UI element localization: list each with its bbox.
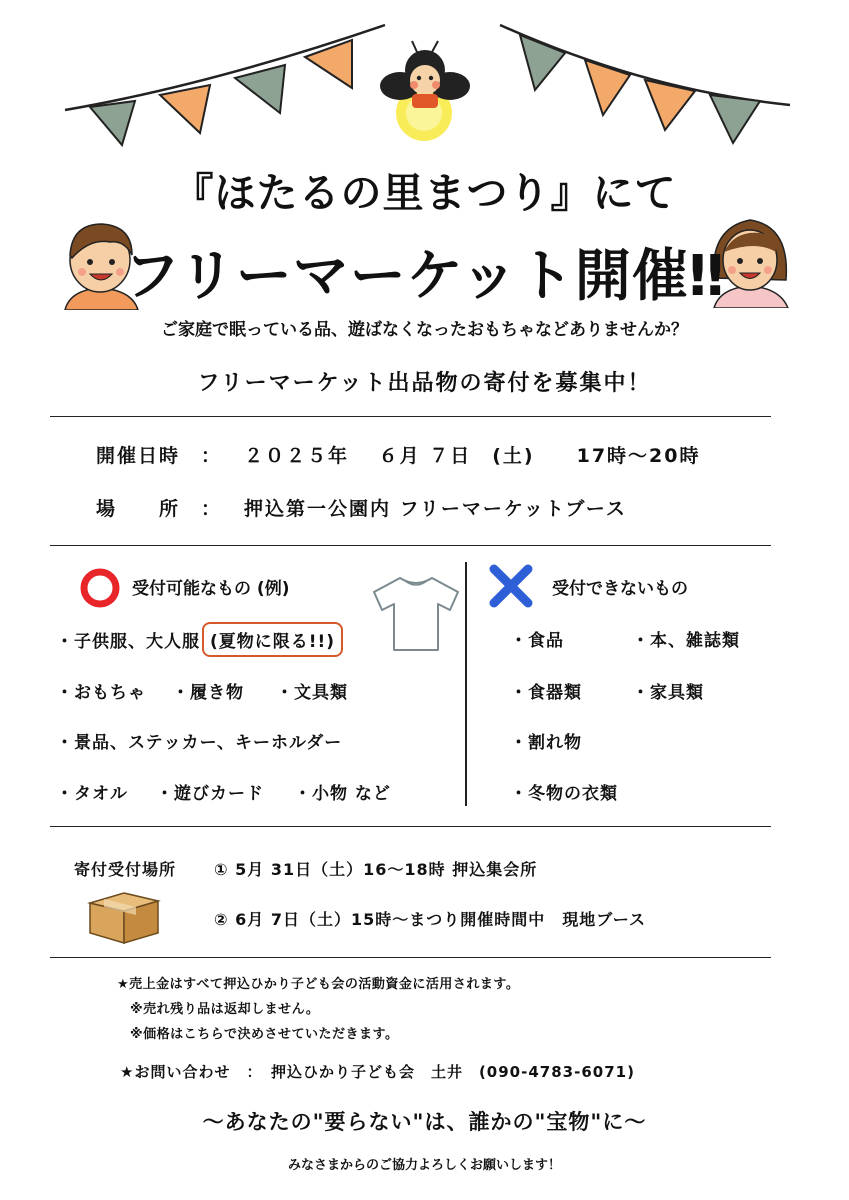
title-line-2: フリーマーケット開催‼ (123, 244, 726, 309)
divider (50, 826, 771, 827)
cross-ng-icon (488, 563, 534, 609)
circle-ok-icon (78, 566, 122, 610)
tshirt-icon (370, 572, 462, 654)
place-label: 場 所 ： (96, 498, 223, 520)
rejected-item: ・食品 (510, 631, 564, 651)
date-label: 開催日時 ： (96, 445, 223, 467)
accepted-item: ・文具類 (276, 683, 348, 703)
accepted-row-clothes (56, 622, 343, 657)
intro-text: ご家庭で眠っている品、遊ばなくなったおもちゃなどありませんか？ (161, 320, 688, 340)
divider (50, 545, 771, 546)
thanks-message: みなさまからのご協力よろしくお願いします！ (287, 1158, 561, 1173)
rejected-item: ・本、雑誌類 (632, 631, 740, 651)
accepted-item-clothes: ・子供服、大人服 (56, 632, 200, 652)
divider (50, 416, 771, 417)
donation-slot-1: ① 5月 31日（土）16～18時 押込集会所 (214, 860, 538, 879)
closing-slogan: ～あなたの"要らない"は、誰かの"宝物"に～ (202, 1110, 647, 1134)
cardboard-box-icon (84, 885, 164, 947)
accepted-item: ・履き物 (172, 683, 244, 703)
no-return-note: ※売れ残り品は返却しません。 (130, 1002, 320, 1017)
summer-only-note: (夏物に限る!!) (202, 622, 343, 657)
contact-info: ★お問い合わせ ： 押込ひかり子ども会 土井 (090-4783-6071) (120, 1063, 635, 1081)
accepted-heading: 受付可能なもの (例) (132, 579, 290, 599)
donation-callout: フリーマーケット出品物の寄付を募集中！ (197, 371, 652, 396)
donation-label: 寄付受付場所 (74, 860, 177, 879)
accepted-item: ・おもちゃ (56, 683, 146, 703)
title-line-1: 『ほたるの里まつり』にて (172, 169, 677, 217)
place-value: 押込第一公園内 フリーマーケットブース (244, 498, 627, 520)
proceeds-note: ★売上金はすべて押込ひかり子ども会の活動資金に活用されます。 (117, 977, 520, 992)
accepted-item: ・遊びカード (156, 784, 264, 804)
rejected-item: ・割れ物 (510, 733, 582, 753)
bunting-right (495, 15, 795, 155)
column-divider (465, 562, 467, 806)
rejected-item: ・食器類 (510, 683, 582, 703)
rejected-item: ・冬物の衣類 (510, 784, 618, 804)
accepted-item: ・タオル (56, 784, 128, 804)
rejected-heading: 受付できないもの (552, 579, 688, 599)
accepted-item: ・小物 など (294, 784, 391, 804)
donation-slot-2: ② 6月 7日（土）15時～まつり開催時間中 現地ブース (214, 910, 646, 929)
rejected-item: ・家具類 (632, 683, 704, 703)
accepted-item: ・景品、ステッカー、キーホルダー (56, 733, 343, 753)
firefly-icon (372, 38, 482, 148)
bunting-left (60, 15, 390, 155)
pricing-note: ※価格はこちらで決めさせていただきます。 (130, 1027, 399, 1042)
divider (50, 957, 771, 958)
date-value: ２０２５年 ６月 ７日 (土) 17時～20時 (244, 445, 701, 467)
